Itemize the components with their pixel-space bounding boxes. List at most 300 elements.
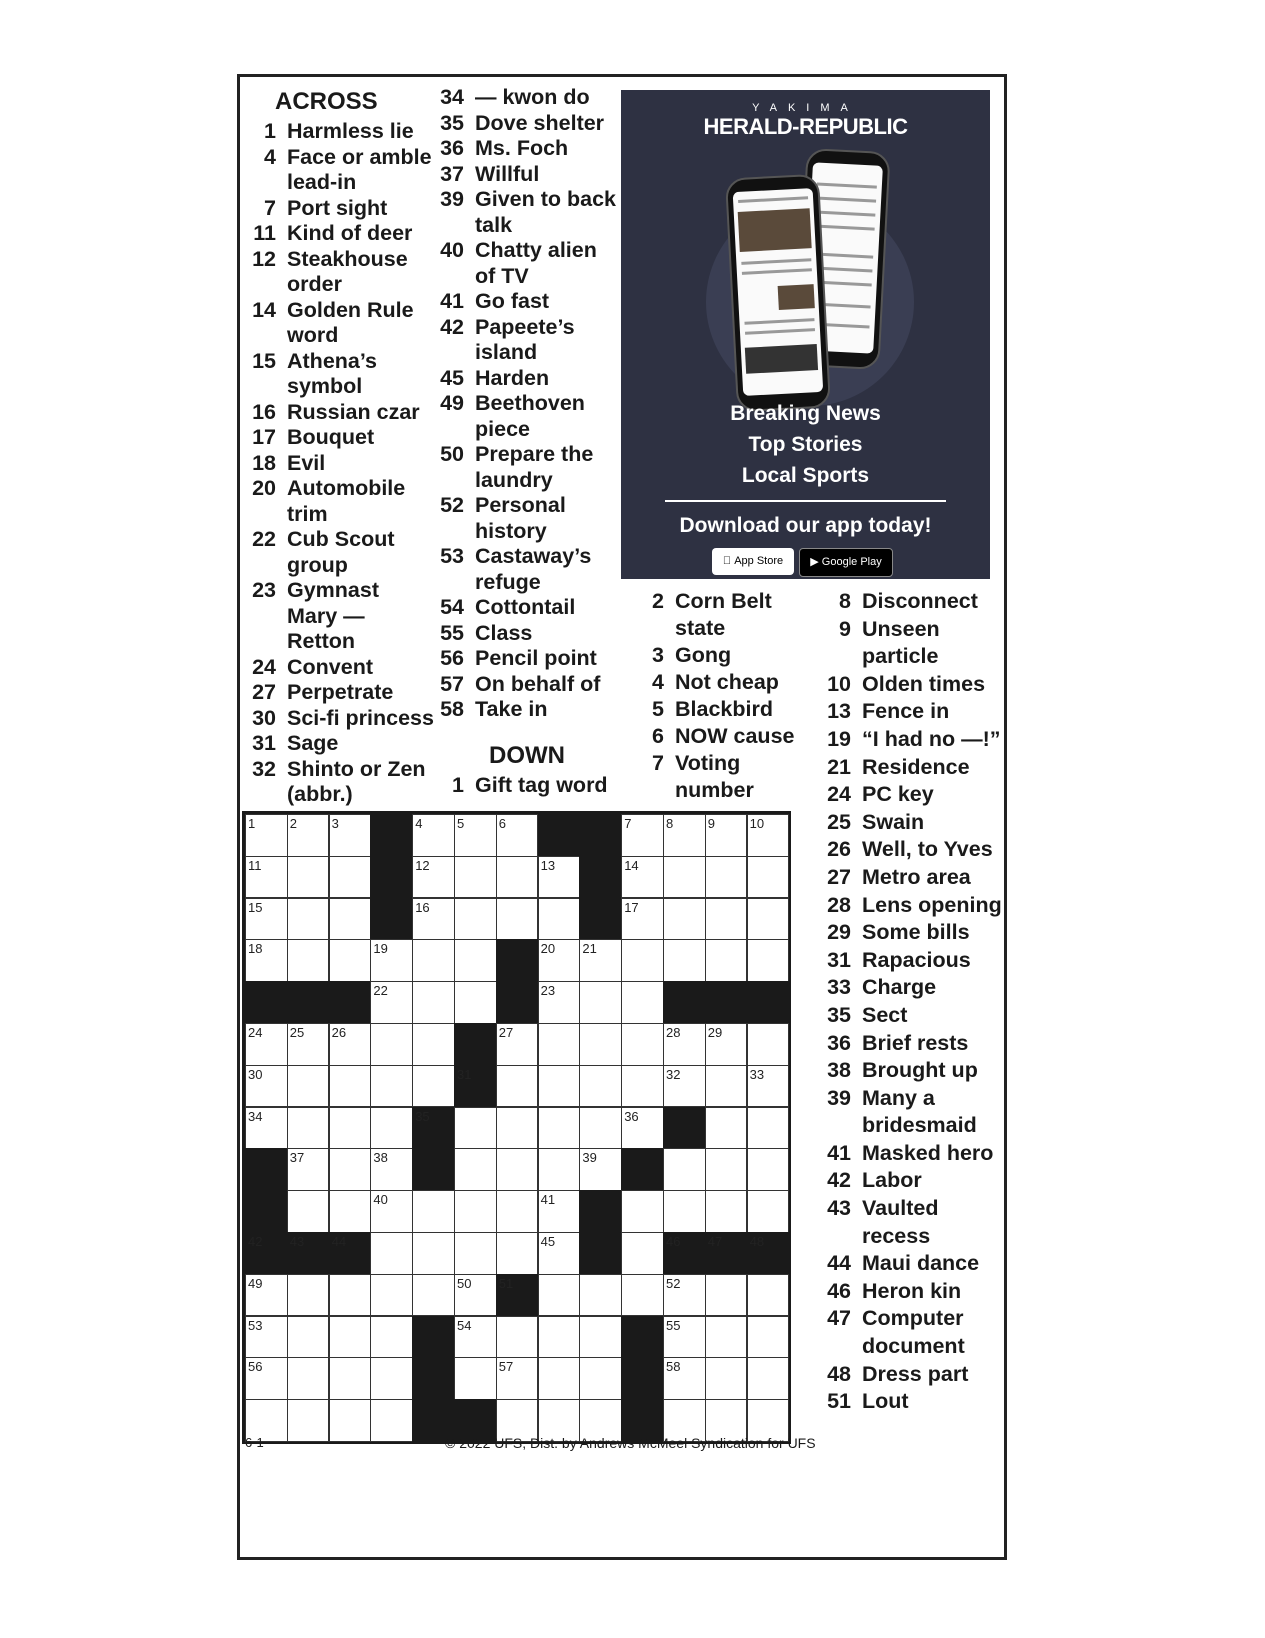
clue-number: 18 — [252, 450, 276, 475]
grid-cell[interactable] — [370, 1023, 413, 1066]
down-clues-column-1 — [432, 740, 622, 799]
grid-cell[interactable] — [663, 1065, 706, 1108]
grid-cell[interactable] — [747, 1023, 790, 1066]
grid-cell[interactable] — [287, 939, 330, 982]
grid-cell[interactable] — [538, 981, 581, 1024]
grid-cell[interactable] — [621, 814, 664, 857]
grid-cell[interactable] — [454, 1274, 497, 1317]
black-square — [705, 1232, 748, 1275]
clue-number: 1 — [452, 773, 464, 797]
cell-number: 51 — [498, 1275, 514, 1291]
grid-cell[interactable] — [747, 898, 790, 941]
grid-cell[interactable] — [621, 898, 664, 941]
clue-text: Port sight — [287, 195, 388, 220]
cell-number: 43 — [289, 1234, 305, 1249]
black-square — [496, 1274, 539, 1317]
clue-text: Swain — [862, 809, 925, 834]
clue-number: 1 — [264, 119, 276, 143]
grid-cell[interactable] — [454, 814, 497, 857]
clue-item — [432, 442, 622, 493]
grid-cell[interactable] — [621, 1190, 664, 1233]
grid-cell[interactable] — [454, 981, 497, 1024]
grid-cell[interactable] — [245, 1107, 288, 1150]
grid-cell[interactable] — [747, 1357, 790, 1400]
clue-text: Given to back talk — [475, 187, 616, 237]
grid-cell[interactable] — [705, 1023, 748, 1066]
grid-cell[interactable] — [454, 1190, 497, 1233]
grid-cell[interactable] — [370, 1399, 413, 1442]
grid-cell[interactable] — [621, 1232, 664, 1275]
grid-cell[interactable] — [705, 814, 748, 857]
clue-text: On behalf of — [475, 671, 601, 696]
clue-text: Russian czar — [287, 399, 420, 424]
clue-item — [245, 247, 435, 298]
grid-cell[interactable] — [496, 898, 539, 941]
copyright-line: © 2022 UFS, Dist. by Andrews McMeel Syndication for UFS — [445, 1435, 816, 1451]
grid-cell[interactable] — [287, 1316, 330, 1359]
grid-cell[interactable] — [329, 1148, 372, 1191]
grid-cell[interactable] — [329, 1023, 372, 1066]
grid-cell[interactable] — [287, 1107, 330, 1150]
grid-cell[interactable] — [454, 1148, 497, 1191]
grid-cell[interactable] — [287, 898, 330, 941]
clue-number: 35 — [440, 110, 464, 135]
clue-item — [432, 773, 622, 799]
grid-cell[interactable] — [454, 1316, 497, 1359]
grid-cell[interactable] — [412, 981, 455, 1024]
clue-item — [245, 731, 435, 757]
clue-text: Many a bridesmaid — [862, 1085, 977, 1138]
cell-number: 12 — [415, 857, 430, 873]
cell-number: 11 — [248, 857, 262, 873]
grid-cell[interactable] — [663, 1190, 706, 1233]
clue-text: Shinto or Zen (abbr.) — [287, 756, 426, 806]
grid-cell[interactable] — [579, 1023, 622, 1066]
grid-cell[interactable] — [538, 1190, 581, 1233]
grid-cell[interactable] — [538, 1357, 581, 1400]
clue-text: NOW cause — [675, 724, 795, 748]
black-square — [579, 814, 622, 857]
clue-number: 27 — [252, 680, 276, 704]
clue-number: 30 — [252, 705, 276, 730]
grid-cell[interactable] — [329, 856, 372, 899]
clue-item — [432, 187, 622, 238]
clue-number: 37 — [440, 161, 464, 186]
grid-cell[interactable] — [496, 856, 539, 899]
clue-number: 11 — [253, 221, 276, 245]
grid-cell[interactable] — [287, 1357, 330, 1400]
grid-cell[interactable] — [705, 1274, 748, 1317]
cell-number: 49 — [248, 1275, 263, 1291]
grid-cell[interactable] — [496, 1065, 539, 1108]
grid-cell[interactable] — [370, 1357, 413, 1400]
grid-cell[interactable] — [538, 1232, 581, 1275]
cell-number: 39 — [582, 1150, 597, 1166]
grid-cell[interactable] — [329, 1399, 372, 1442]
cell-number: 32 — [666, 1066, 681, 1082]
clue-text: Personal history — [475, 493, 566, 543]
grid-cell[interactable] — [538, 1065, 581, 1108]
grid-cell[interactable] — [329, 939, 372, 982]
clue-number: 31 — [827, 947, 851, 972]
grid-cell[interactable] — [621, 1065, 664, 1108]
grid-cell[interactable] — [370, 1190, 413, 1233]
grid-cell[interactable] — [747, 814, 790, 857]
google-play-label: Google Play — [821, 556, 882, 568]
grid-cell[interactable] — [245, 856, 288, 899]
black-square — [245, 1148, 288, 1191]
clue-number: 24 — [252, 654, 276, 679]
clue-number: 39 — [827, 1085, 851, 1110]
clue-item — [812, 1085, 1012, 1140]
grid-cell[interactable] — [370, 1148, 413, 1191]
grid-cell[interactable] — [245, 1316, 288, 1359]
black-square — [621, 1357, 664, 1400]
cell-number: 23 — [540, 983, 556, 999]
clue-item — [245, 221, 435, 247]
clue-item — [812, 754, 1012, 782]
apple-icon — [723, 555, 731, 567]
cell-number: 15 — [248, 899, 263, 915]
grid-cell[interactable] — [538, 1274, 581, 1317]
grid-cell[interactable] — [245, 1023, 288, 1066]
grid-cell[interactable] — [329, 1107, 372, 1150]
grid-cell[interactable] — [329, 1316, 372, 1359]
grid-cell[interactable] — [621, 1107, 664, 1150]
grid-cell[interactable] — [370, 1232, 413, 1275]
grid-cell[interactable] — [496, 1023, 539, 1066]
clue-text: Chatty alien of TV — [475, 238, 597, 288]
grid-cell[interactable] — [663, 1274, 706, 1317]
phone-front-image — [725, 174, 831, 413]
grid-cell[interactable] — [747, 1148, 790, 1191]
grid-cell[interactable] — [287, 856, 330, 899]
grid-cell[interactable] — [454, 898, 497, 941]
cell-number: 45 — [540, 1234, 556, 1249]
grid-cell[interactable] — [663, 898, 706, 941]
clue-number: 19 — [827, 726, 851, 751]
ad-line: Top Stories — [748, 433, 863, 456]
clue-text: Metro area — [862, 864, 971, 889]
black-square — [621, 1316, 664, 1359]
app-advertisement[interactable] — [621, 90, 990, 579]
clue-number: 44 — [827, 1251, 851, 1276]
grid-cell[interactable] — [705, 1148, 748, 1191]
grid-cell[interactable] — [245, 814, 288, 857]
grid-cell[interactable] — [538, 939, 581, 982]
clue-item — [812, 1057, 1012, 1085]
clue-item — [812, 974, 1012, 1002]
grid-cell[interactable] — [705, 856, 748, 899]
black-square — [705, 981, 748, 1024]
black-square — [663, 981, 706, 1024]
clue-number: 42 — [440, 314, 464, 339]
clue-number: 16 — [252, 399, 276, 424]
clue-item — [812, 1195, 1012, 1250]
grid-cell[interactable] — [538, 898, 581, 941]
grid-cell[interactable] — [245, 1274, 288, 1317]
grid-cell[interactable] — [705, 939, 748, 982]
clue-text: Willful — [475, 161, 540, 186]
clue-item — [245, 757, 435, 808]
cell-number: 17 — [624, 899, 639, 915]
clue-text: Go fast — [475, 289, 550, 313]
grid-cell[interactable] — [747, 1107, 790, 1150]
grid-cell[interactable] — [705, 1190, 748, 1233]
clue-item — [245, 119, 435, 145]
black-square — [370, 856, 413, 899]
clue-text: Kind of deer — [287, 221, 413, 245]
clue-text: Sci-fi princess — [287, 705, 434, 730]
grid-cell[interactable] — [621, 981, 664, 1024]
grid-cell[interactable] — [454, 1232, 497, 1275]
grid-cell[interactable] — [412, 814, 455, 857]
clue-number: 4 — [264, 144, 276, 169]
black-square — [747, 1232, 790, 1275]
grid-cell[interactable] — [579, 1274, 622, 1317]
clue-item — [812, 1002, 1012, 1030]
cell-number: 42 — [248, 1234, 263, 1249]
grid-cell[interactable] — [579, 981, 622, 1024]
black-square — [245, 1190, 288, 1233]
grid-cell[interactable] — [621, 939, 664, 982]
grid-cell[interactable] — [496, 1232, 539, 1275]
clue-number: 41 — [440, 289, 464, 313]
grid-cell[interactable] — [412, 939, 455, 982]
clue-item — [812, 671, 1012, 699]
grid-cell[interactable] — [705, 898, 748, 941]
grid-cell[interactable] — [412, 1232, 455, 1275]
grid-cell[interactable] — [245, 898, 288, 941]
grid-cell[interactable] — [538, 1107, 581, 1150]
clue-text: Gong — [675, 643, 732, 667]
clue-number: 13 — [827, 699, 851, 724]
grid-cell[interactable] — [287, 1399, 330, 1442]
grid-cell[interactable] — [287, 1190, 330, 1233]
grid-cell[interactable] — [747, 939, 790, 982]
grid-cell[interactable] — [663, 1357, 706, 1400]
grid-cell[interactable] — [412, 1190, 455, 1233]
grid-cell[interactable] — [579, 1065, 622, 1108]
black-square — [663, 1232, 706, 1275]
black-square — [245, 981, 288, 1024]
grid-cell[interactable] — [663, 814, 706, 857]
clue-text: Pencil point — [475, 646, 597, 670]
grid-cell[interactable] — [621, 1023, 664, 1066]
ad-line: Breaking News — [730, 402, 881, 425]
cell-number: 25 — [289, 1025, 305, 1040]
clue-item — [245, 680, 435, 706]
clue-text: Bouquet — [287, 425, 375, 449]
grid-cell[interactable] — [287, 1274, 330, 1317]
grid-cell[interactable] — [287, 1065, 330, 1108]
grid-cell[interactable] — [747, 1316, 790, 1359]
clue-text: Steakhouse order — [287, 246, 408, 296]
grid-cell[interactable] — [705, 1065, 748, 1108]
grid-cell[interactable] — [412, 1065, 455, 1108]
grid-cell[interactable] — [412, 1023, 455, 1066]
grid-cell[interactable] — [579, 1148, 622, 1191]
grid-cell[interactable] — [454, 856, 497, 899]
clue-item — [245, 451, 435, 477]
app-store-badge[interactable] — [712, 548, 794, 575]
grid-cell[interactable] — [245, 1065, 288, 1108]
ad-feature-list — [621, 398, 990, 491]
grid-cell[interactable] — [747, 1065, 790, 1108]
grid-cell[interactable] — [412, 856, 455, 899]
clue-number: 9 — [839, 616, 851, 641]
google-play-badge[interactable] — [799, 548, 893, 577]
grid-cell[interactable] — [329, 1274, 372, 1317]
grid-cell[interactable] — [329, 1190, 372, 1233]
cell-number: 35 — [415, 1108, 430, 1124]
clue-text: Dove shelter — [475, 110, 605, 135]
cell-number: 22 — [373, 983, 388, 999]
clue-number: 14 — [252, 297, 276, 322]
grid-cell[interactable] — [579, 1357, 622, 1400]
grid-cell[interactable] — [496, 1148, 539, 1191]
clue-item — [812, 919, 1012, 947]
black-square — [412, 1316, 455, 1359]
cell-number: 29 — [707, 1025, 723, 1040]
grid-cell[interactable] — [329, 814, 372, 857]
grid-cell[interactable] — [705, 1316, 748, 1359]
grid-cell[interactable] — [370, 1316, 413, 1359]
clue-number: 35 — [827, 1002, 851, 1027]
grid-cell[interactable] — [329, 1357, 372, 1400]
grid-cell[interactable] — [747, 856, 790, 899]
clue-item — [432, 111, 622, 137]
grid-cell[interactable] — [454, 1357, 497, 1400]
grid-cell[interactable] — [579, 1107, 622, 1150]
clue-item — [812, 864, 1012, 892]
grid-cell[interactable] — [663, 856, 706, 899]
grid-cell[interactable] — [579, 939, 622, 982]
puzzle-code: 6-1 — [245, 1435, 264, 1450]
grid-cell[interactable] — [538, 1316, 581, 1359]
clue-item — [625, 750, 795, 804]
clue-item — [432, 238, 622, 289]
grid-cell[interactable] — [496, 1357, 539, 1400]
grid-cell[interactable] — [747, 1274, 790, 1317]
clue-text: Vaulted recess — [862, 1196, 939, 1248]
grid-cell[interactable] — [663, 1148, 706, 1191]
grid-cell[interactable] — [412, 898, 455, 941]
clue-number: 39 — [440, 187, 464, 211]
grid-cell[interactable] — [454, 1107, 497, 1150]
grid-cell[interactable] — [329, 898, 372, 941]
grid-cell[interactable] — [245, 939, 288, 982]
clue-item — [812, 1388, 1012, 1416]
black-square — [663, 1107, 706, 1150]
grid-cell[interactable] — [370, 1107, 413, 1150]
grid-cell[interactable] — [329, 1065, 372, 1108]
cell-number: 10 — [749, 816, 765, 831]
grid-cell[interactable] — [287, 1148, 330, 1191]
clue-number: 56 — [440, 646, 464, 670]
clue-item — [245, 578, 435, 655]
clue-number: 52 — [440, 493, 464, 517]
grid-cell[interactable] — [370, 939, 413, 982]
cell-number: 40 — [373, 1192, 388, 1208]
grid-cell[interactable] — [538, 856, 581, 899]
grid-cell[interactable] — [747, 1190, 790, 1233]
clue-item — [432, 672, 622, 698]
ad-brand-city: YAKIMA — [752, 102, 859, 114]
cell-number: 47 — [707, 1234, 723, 1249]
clue-text: Harmless lie — [287, 119, 414, 143]
clue-item — [245, 527, 435, 578]
black-square — [287, 981, 330, 1024]
clue-item — [432, 136, 622, 162]
clue-number: 49 — [440, 391, 464, 415]
grid-cell[interactable] — [370, 1274, 413, 1317]
grid-cell[interactable] — [496, 1316, 539, 1359]
clue-item — [245, 298, 435, 349]
cell-number: 57 — [498, 1359, 514, 1375]
clue-item — [432, 289, 622, 315]
grid-cell[interactable] — [287, 814, 330, 857]
clue-item — [625, 669, 795, 696]
grid-cell[interactable] — [663, 939, 706, 982]
grid-cell[interactable] — [496, 1107, 539, 1150]
clue-number: 36 — [827, 1030, 851, 1055]
grid-cell[interactable] — [496, 1190, 539, 1233]
grid-cell[interactable] — [705, 1107, 748, 1150]
grid-cell[interactable] — [287, 1023, 330, 1066]
clue-text: Beethoven piece — [475, 391, 585, 441]
cell-number: 7 — [624, 816, 632, 831]
grid-cell[interactable] — [370, 981, 413, 1024]
grid-cell[interactable] — [663, 1316, 706, 1359]
grid-cell[interactable] — [496, 814, 539, 857]
clue-text: Prepare the laundry — [475, 442, 594, 492]
grid-cell[interactable] — [370, 1065, 413, 1108]
black-square — [579, 1190, 622, 1233]
grid-cell[interactable] — [663, 1023, 706, 1066]
clue-text: Lens opening — [862, 892, 1002, 917]
ad-brand-name: HERALD-REPUBLIC — [703, 114, 908, 139]
clue-number: 28 — [827, 892, 851, 917]
grid-cell[interactable] — [621, 1274, 664, 1317]
grid-cell[interactable] — [412, 1274, 455, 1317]
grid-cell[interactable] — [454, 939, 497, 982]
cell-number: 37 — [289, 1150, 305, 1166]
grid-cell[interactable] — [538, 1148, 581, 1191]
clue-text: Cub Scout group — [287, 527, 395, 577]
black-square — [579, 856, 622, 899]
grid-cell[interactable] — [538, 1023, 581, 1066]
clue-text: Golden Rule word — [287, 297, 414, 347]
clue-item — [812, 1030, 1012, 1058]
clue-number: 21 — [827, 754, 851, 779]
down-clues-column-3 — [812, 588, 1012, 1416]
clue-item — [812, 836, 1012, 864]
grid-cell[interactable] — [621, 856, 664, 899]
grid-cell[interactable] — [245, 1357, 288, 1400]
cell-number: 41 — [540, 1192, 556, 1208]
clue-number: 6 — [652, 724, 664, 748]
grid-cell[interactable] — [705, 1357, 748, 1400]
cell-number: 56 — [248, 1359, 263, 1375]
black-square — [538, 814, 581, 857]
clue-number: 8 — [839, 589, 851, 613]
cell-number: 16 — [415, 899, 430, 915]
cell-number: 44 — [331, 1234, 347, 1249]
grid-cell[interactable] — [579, 1316, 622, 1359]
clue-text: Blackbird — [675, 697, 773, 721]
across-clues-column-2 — [432, 85, 622, 723]
